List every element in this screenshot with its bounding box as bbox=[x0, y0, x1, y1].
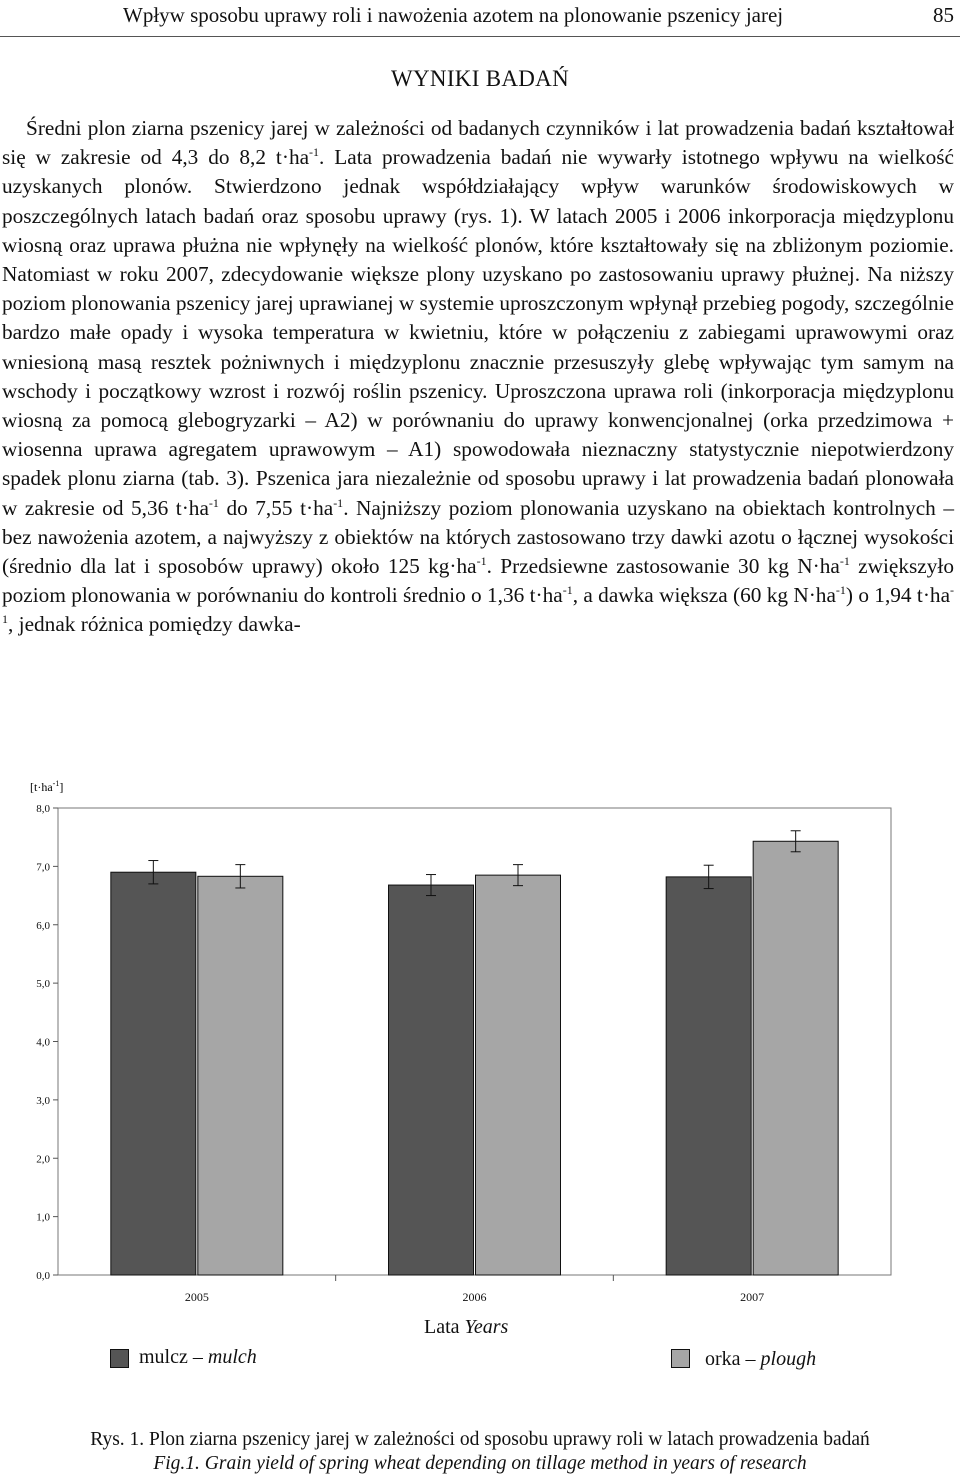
page-header bbox=[0, 0, 960, 37]
x-tick-label: 2007 bbox=[740, 1290, 765, 1304]
y-tick-label: 1,0 bbox=[36, 1211, 50, 1224]
y-tick-label: 2,0 bbox=[36, 1153, 50, 1166]
body-paragraph: Średni plon ziarna pszenicy jarej w zależności od badanych czynników i lat prowadzenia badań kształtował się w zakresie od 4,3 do 8,2 $t\cdot ha^{-1}$. Lata prowadzenia badań nie wywarły istotnego wpływu na wielkość uzyskanych plonów. Stwierdzono jednak współdziałający wpływ warunków środowiskowych w poszczególnych latach badań oraz sposobu uprawy (rys. 1). W latach 2005 i 2006 inkorporacja międzyplonu wiosną oraz uprawa płużna nie wpłynęły na wielkość plonów, które kształtowały się na zbliżonym poziomie. Natomiast w roku 2007, zdecydowanie większe plony uzyskano po zastosowaniu uprawy płużnej. Na niższy poziom plonowania pszenicy jarej uprawianej w systemie uproszczonym wpłynął przebieg pogody, szczególnie bardzo małe opady i wysoka temperatura w kwietniu, które w połączeniu z zabiegami uprawowymi oraz wniesioną masą resztek pożniwnych i międzyplonu znacznie przesuszyły glebę wpływając tym samym na wschody i początkowy wzrost i rozwój roślin pszenicy. Uproszczona uprawa roli (inkorporacja międzyplonu wiosną za pomocą glebogryzarki – A2) w porównaniu do uprawy konwencjonalnej (orka przedzimowa + wiosenna uprawa agregatem uprawowym – A1) spowodowała nieznaczny statystycznie niepotwierdzony spadek plonu ziarna (tab. 3). Pszenica jara niezależnie od sposobu uprawy i lat prowadzenia badań plonowała w zakresie od 5,36 $t\cdot ha^{-1}$ do 7,55 $t\cdot ha^{-1}$. Najniższy poziom plonowania uzyskano na obiektach kontrolnych – bez nawożenia azotem, a najwyższy z obiektów na których zastosowano trzy dawki azotu o łącznej wysokości (średnio dla lat i sposobów uprawy) około 125 $kg\cdot ha^{-1}$. Przedsiewne zastosowanie 30 kg $N\cdot ha^{-1}$ zwiększyło poziom plonowania w porównaniu do kontroli średnio o 1,36 $t\cdot ha^{-1}$, a dawka większa (60 kg $N\cdot ha^{-1}$) o 1,94 $t\cdot ha^{-1}$, jednak różnica pomiędzy dawka- bbox=[2, 116, 955, 637]
bar-plough-2007 bbox=[753, 841, 838, 1275]
y-tick-label: 0,0 bbox=[36, 1270, 50, 1282]
y-tick-label: 7,0 bbox=[36, 861, 50, 874]
bar-mulch-2005 bbox=[111, 872, 196, 1275]
y-axis-label: $[t\cdot ha^{-1}]$ bbox=[30, 779, 64, 794]
bar-mulch-2006 bbox=[389, 885, 474, 1275]
y-tick-label: 5,0 bbox=[36, 978, 50, 991]
caption-english: Fig.1. Grain yield of spring wheat depending on tillage method in years of research bbox=[153, 1453, 807, 1474]
figure-caption bbox=[0, 1428, 960, 1476]
legend-label-mulch: mulcz – mulch bbox=[139, 1346, 257, 1368]
legend-swatch-mulch bbox=[110, 1349, 129, 1368]
bar-plough-2005 bbox=[198, 876, 283, 1275]
bar-chart-svg bbox=[0, 775, 960, 1375]
caption-polish: Rys. 1. Plon ziarna pszenicy jarej w zależności od sposobu uprawy roli w latach prowadzenia badań bbox=[90, 1429, 870, 1450]
y-tick-label: 4,0 bbox=[36, 1036, 50, 1049]
legend-swatch-plough bbox=[671, 1349, 690, 1368]
running-title: Wpływ sposobu uprawy roli i nawożenia azotem na plonowanie pszenicy jarej bbox=[123, 3, 784, 27]
x-tick-label: 2006 bbox=[462, 1290, 487, 1304]
legend-label-plough: orka – plough bbox=[705, 1348, 817, 1370]
bar-mulch-2007 bbox=[666, 877, 751, 1275]
y-tick-label: 3,0 bbox=[36, 1094, 50, 1107]
bar-plough-2006 bbox=[476, 875, 561, 1275]
y-tick-label: 6,0 bbox=[36, 919, 50, 932]
y-tick-label: 8,0 bbox=[36, 803, 50, 815]
page-number: 85 bbox=[933, 3, 954, 27]
yield-chart bbox=[0, 775, 960, 1375]
x-tick-label: 2005 bbox=[184, 1290, 209, 1304]
x-axis-title: Lata Years bbox=[424, 1316, 509, 1338]
section-title: WYNIKI BADAŃ bbox=[391, 66, 569, 91]
